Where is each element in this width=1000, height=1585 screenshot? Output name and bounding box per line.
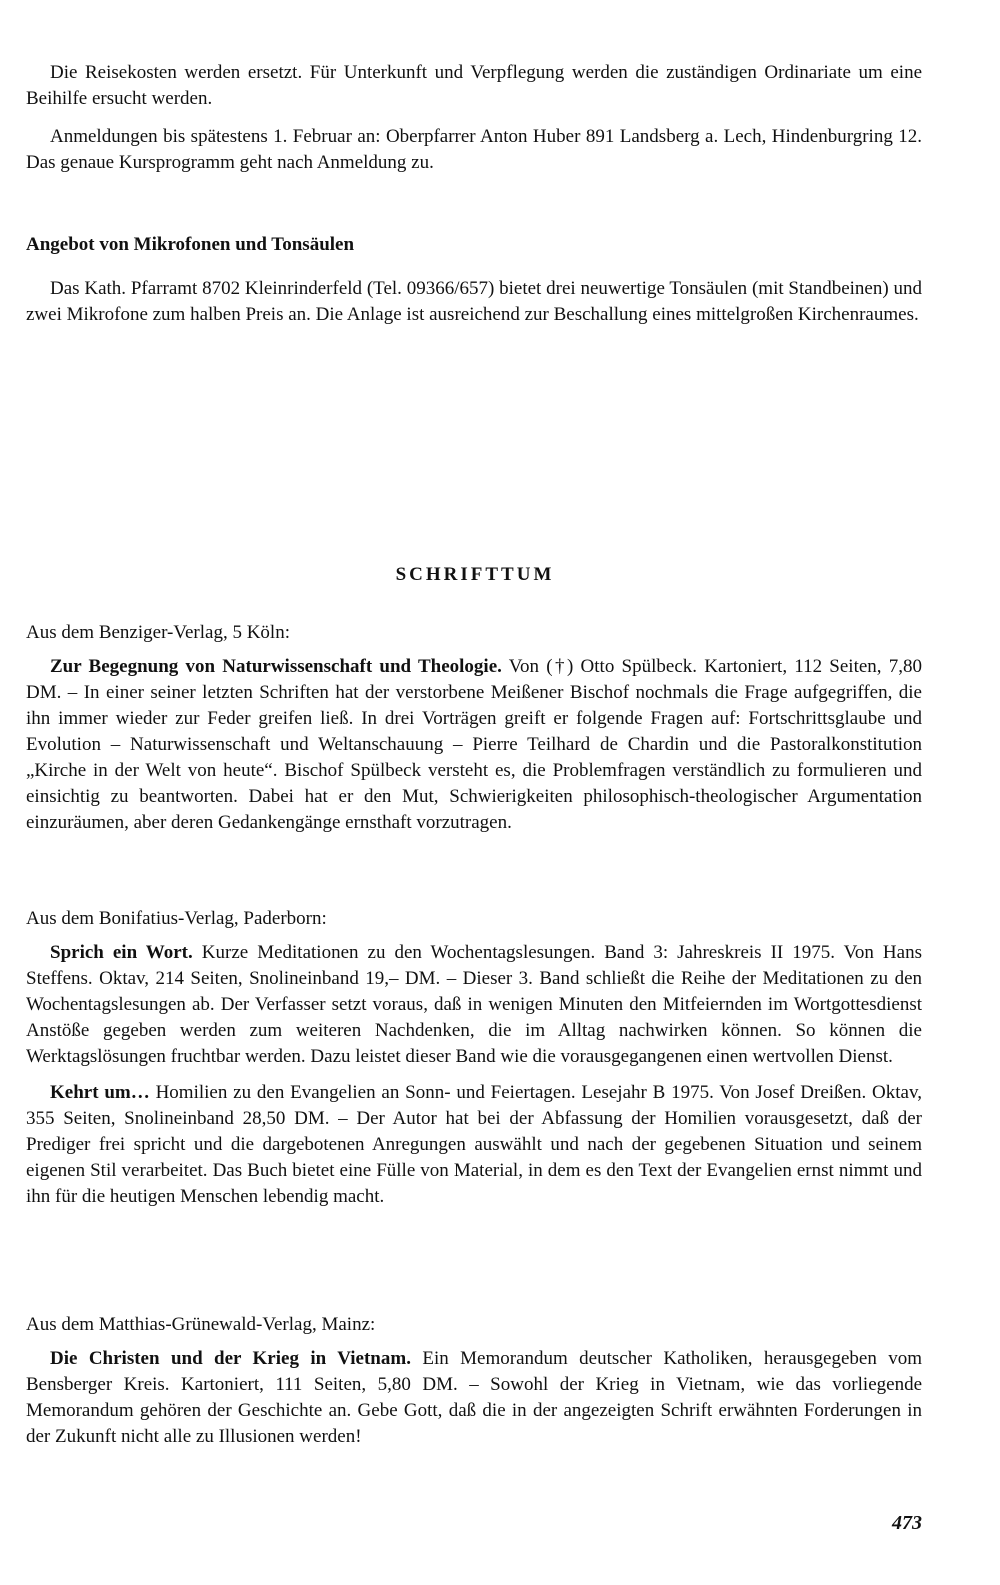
intro-block (26, 60, 922, 176)
review-entry (26, 940, 922, 1070)
book-title: Die Christen und der Krieg in Vietnam. (50, 1348, 411, 1369)
review-group-bonifatius (26, 906, 922, 1210)
review-entry (26, 1346, 922, 1450)
review-group-gruenewald (26, 1312, 922, 1450)
offer-block (26, 232, 922, 328)
review-group-benziger (26, 620, 922, 836)
section-title: SCHRIFTTUM (395, 564, 555, 585)
publisher-line: Aus dem Matthias-Grünewald-Verlag, Mainz: (26, 1314, 376, 1335)
review-text: Kurze Meditationen zu den Wochentagslesungen. Band 3: Jahreskreis II 1975. Von Hans Steffens. Oktav, 214 Seiten, Snolineinband 19,– DM. – Dieser 3. Band schließt die Reihe der Meditationen zu den Wochentagslesungen ab. Der Verfasser setzt voraus, daß in wenigen Minuten den Mitfeiernden im Wortgottesdienst Anstöße gegeben werden zum weiteren Nachdenken, die im Alltag nachwirken können. So können die Werktagslösungen fruchtbar werden. Dazu leistet dieser Band wie die vorausgegangenen einen wertvollen Dienst. (26, 942, 922, 1067)
intro-paragraph-1: Die Reisekosten werden ersetzt. Für Unterkunft und Verpflegung werden die zuständigen Ordinariate um eine Beihilfe ersucht werden. (26, 62, 922, 109)
book-title: Sprich ein Wort. (50, 942, 193, 963)
book-title: Kehrt um… (50, 1082, 150, 1103)
review-entry (26, 654, 922, 836)
review-entry (26, 1080, 922, 1210)
intro-paragraph-2: Anmeldungen bis spätestens 1. Februar an: Oberpfarrer Anton Huber 891 Landsberg a. Lech, Hindenburgring 12. Das genaue Kursprogramm geht nach Anmeldung zu. (26, 126, 922, 173)
offer-heading: Angebot von Mikrofonen und Tonsäulen (26, 234, 355, 255)
publisher-line: Aus dem Benziger-Verlag, 5 Köln: (26, 622, 290, 643)
publisher-line: Aus dem Bonifatius-Verlag, Paderborn: (26, 908, 327, 929)
page-number: 473 (892, 1512, 922, 1534)
review-text: Homilien zu den Evangelien an Sonn- und Feiertagen. Lesejahr B 1975. Von Josef Dreißen. Oktav, 355 Seiten, Snolineinband 28,50 DM. – Der Autor hat bei der Abfassung der Homilien vorausgesetzt, daß der Prediger frei spricht und die dargebotenen Anregungen auswählt und nach der gegebenen Situation und seinem eigenen Stil verarbeitet. Das Buch bietet eine Fülle von Material, in dem es den Text der Evangelien ernst nimmt und ihn für die heutigen Menschen lebendig macht. (26, 1082, 922, 1207)
review-text: Von (†) Otto Spülbeck. Kartoniert, 112 Seiten, 7,80 DM. – In einer seiner letzten Schriften hat der verstorbene Meißener Bischof nochmals die Frage aufgegriffen, die ihn immer wieder zur Feder greifen ließ. In drei Vorträgen greift er folgende Fragen auf: Fortschrittsglaube und Evolution – Naturwissenschaft und Weltanschauung – Pierre Teilhard de Chardin und die Pastoralkonstitution „Kirche in der Welt von heute“. Bischof Spülbeck versteht es, die Problemfragen verständlich zu formulieren und einsichtig zu beantworten. Dabei hat er den Mut, Schwierigkeiten philosophisch-theologischer Argumentation einzuräumen, aber deren Gedankengänge ernsthaft vorzutragen. (26, 656, 923, 833)
offer-body: Das Kath. Pfarramt 8702 Kleinrinderfeld (Tel. 09366/657) bietet drei neuwertige Tonsäulen (mit Standbeinen) und zwei Mikrofone zum halben Preis an. Die Anlage ist ausreichend zur Beschallung eines mittelgroßen Kirchenraumes. (26, 278, 922, 325)
book-title: Zur Begegnung von Naturwissenschaft und Theologie. (50, 656, 502, 677)
review-text: Ein Memorandum deutscher Katholiken, herausgegeben vom Bensberger Kreis. Kartoniert, 111 Seiten, 5,80 DM. – Sowohl der Krieg in Vietnam, wie das vorliegende Memorandum gehören der Geschichte an. Gebe Gott, daß die in der angezeigten Schrift erwähnten Forderungen in der Zukunft nicht alle zu Illusionen werden! (26, 1348, 922, 1447)
